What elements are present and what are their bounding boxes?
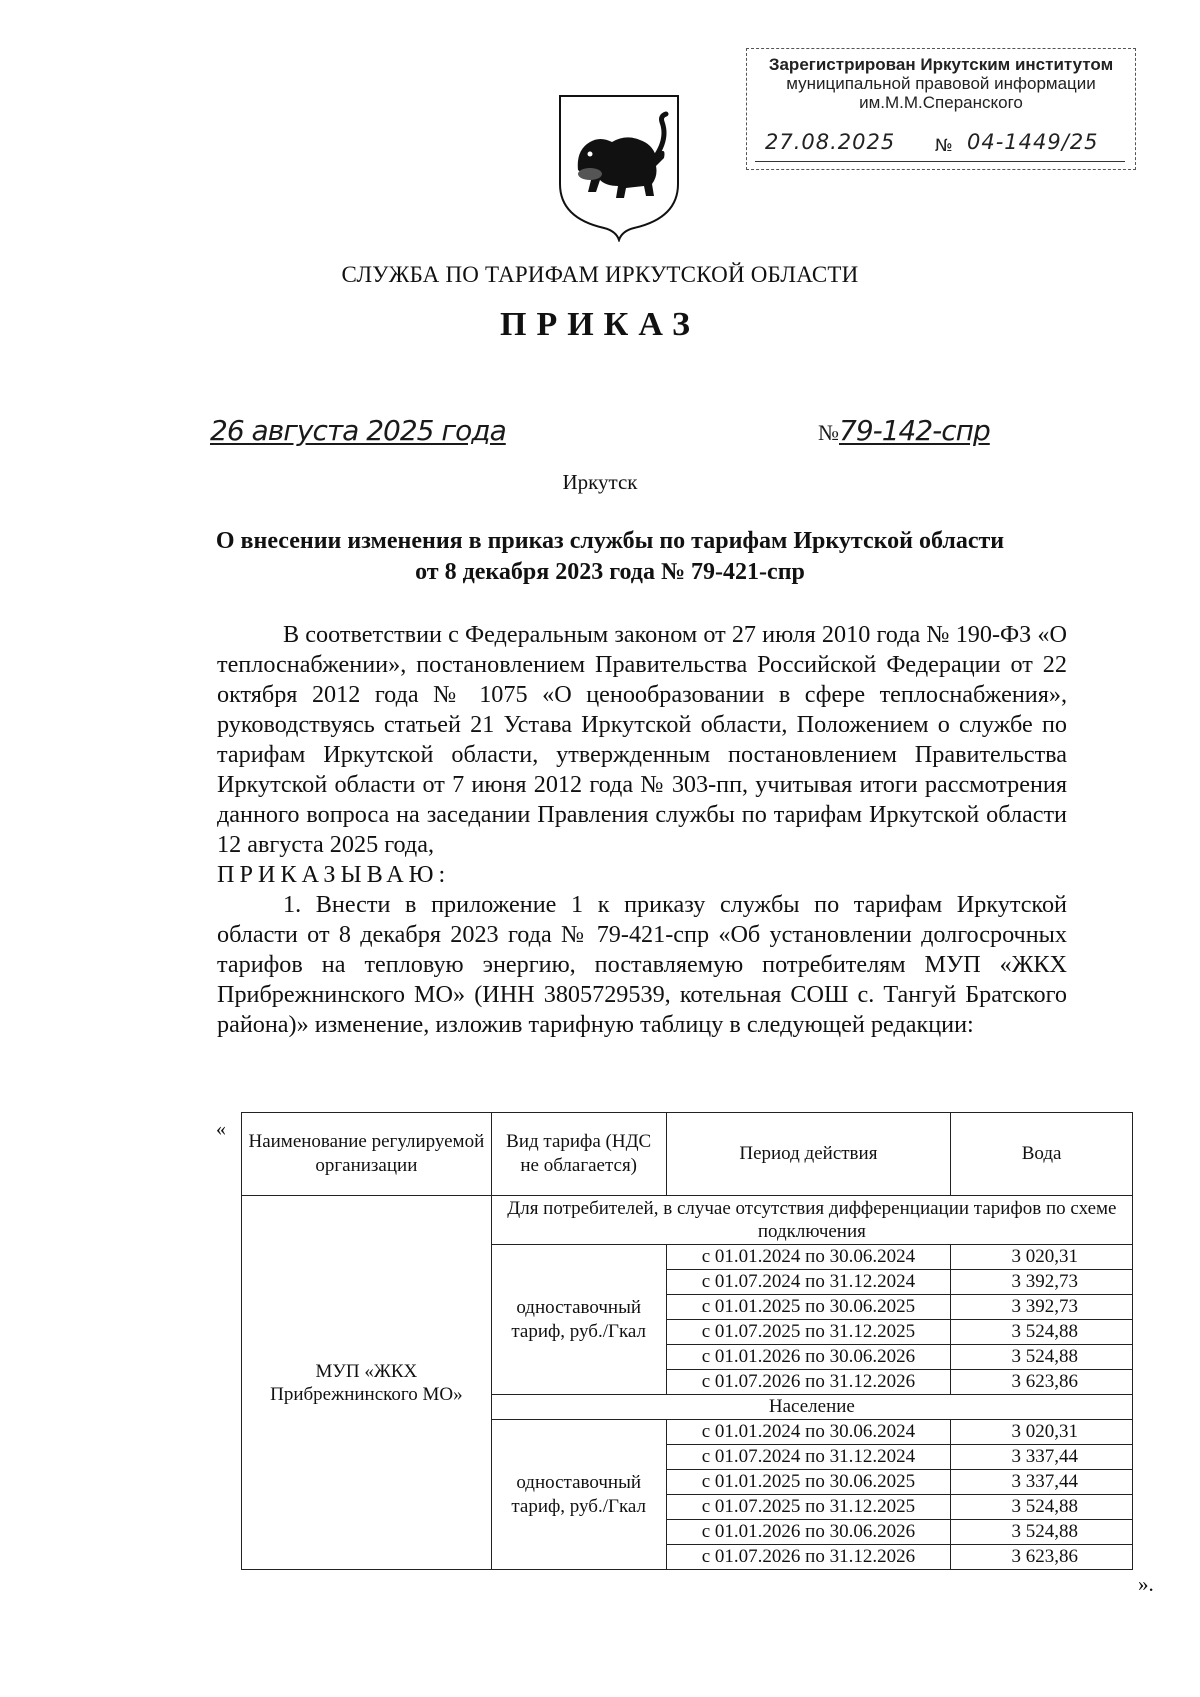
document-number-label: № [818, 420, 839, 445]
value-cell: 3 337,44 [951, 1445, 1133, 1470]
document-type: ПРИКАЗ [500, 306, 700, 343]
period-cell: с 01.01.2024 по 30.06.2024 [666, 1245, 951, 1270]
city: Иркутск [562, 470, 638, 494]
stamp-reg-number: 04-1449/25 [967, 130, 1099, 154]
document-body [217, 620, 1067, 1040]
group-2-title: Население [491, 1395, 1132, 1420]
stamp-line-2: муниципальной правовой информации [786, 74, 1096, 93]
organization-name: СЛУЖБА ПО ТАРИФАМ ИРКУТСКОЙ ОБЛАСТИ [341, 262, 859, 287]
value-cell: 3 020,31 [951, 1245, 1133, 1270]
document-title [160, 526, 1060, 588]
value-cell: 3 524,88 [951, 1495, 1133, 1520]
group-1-tariff-type: одноставочный тариф, руб./Гкал [491, 1245, 666, 1395]
header-tariff-type: Вид тарифа (НДС не облагается) [491, 1113, 666, 1196]
period-cell: с 01.01.2024 по 30.06.2024 [666, 1420, 951, 1445]
value-cell: 3 623,86 [951, 1545, 1133, 1570]
table-quote-close: ». [1138, 1572, 1154, 1596]
organization-cell: МУП «ЖКХ Прибрежнинского МО» [242, 1196, 492, 1570]
registration-stamp [746, 48, 1136, 170]
header-period: Период действия [666, 1113, 951, 1196]
stamp-registration-line [755, 130, 1125, 162]
group-2-tariff-type: одноставочный тариф, руб./Гкал [491, 1420, 666, 1570]
period-cell: с 01.07.2026 по 31.12.2026 [666, 1545, 951, 1570]
value-cell: 3 337,44 [951, 1470, 1133, 1495]
value-cell: 3 524,88 [951, 1520, 1133, 1545]
stamp-reg-number-label: № [935, 136, 953, 156]
preamble-paragraph: В соответствии с Федеральным законом от 27 июля 2010 года № 190-ФЗ «О теплоснабжении», постановлением Правительства Российской Федерации от 22 октября 2012 года № 1075 «О ценообразовании в сфере теплоснабжения», руководствуясь статьей 21 Устава Иркутской области, Положением о службе по тарифам Иркутской области, утвержденным постановлением Правительства Иркутской области от 7 июня 2012 года № 303-пп, учитывая итоги рассмотрения данного вопроса на заседании Правления службы по тарифам Иркутской области 12 августа 2025 года, [217, 621, 1067, 858]
period-cell: с 01.01.2025 по 30.06.2025 [666, 1295, 951, 1320]
value-cell: 3 524,88 [951, 1320, 1133, 1345]
period-cell: с 01.07.2024 по 31.12.2024 [666, 1445, 951, 1470]
value-cell: 3 392,73 [951, 1270, 1133, 1295]
tariff-table [241, 1112, 1133, 1570]
period-cell: с 01.01.2026 по 30.06.2026 [666, 1345, 951, 1370]
item-1-paragraph: 1. Внести в приложение 1 к приказу службы по тарифам Иркутской области от 8 декабря 2023 года № 79-421-спр «Об установлении долгосрочных тарифов на тепловую энергию, поставляемую потребителям МУП «ЖКХ Прибрежнинского МО» (ИНН 3805729539, котельная СОШ с. Тангуй Братского района)» изменение, изложив тарифную таблицу в следующей редакции: [217, 891, 1067, 1038]
period-cell: с 01.01.2025 по 30.06.2025 [666, 1470, 951, 1495]
table-group-row [242, 1196, 1133, 1245]
coat-of-arms-icon [556, 92, 682, 242]
document-date: 26 августа 2025 года [210, 414, 506, 447]
period-cell: с 01.07.2026 по 31.12.2026 [666, 1370, 951, 1395]
period-cell: с 01.07.2025 по 31.12.2025 [666, 1495, 951, 1520]
period-cell: с 01.01.2026 по 30.06.2026 [666, 1520, 951, 1545]
document-number-value: 79-142-спр [839, 414, 990, 447]
value-cell: 3 392,73 [951, 1295, 1133, 1320]
stamp-reg-date: 27.08.2025 [765, 130, 896, 154]
stamp-line-3: им.М.М.Сперанского [859, 93, 1023, 112]
header-water: Вода [951, 1113, 1133, 1196]
table-header-row [242, 1113, 1133, 1196]
group-1-title: Для потребителей, в случае отсутствия дифференциации тарифов по схеме подключения [491, 1196, 1132, 1245]
stamp-line-1: Зарегистрирован Иркутским институтом [768, 55, 1114, 74]
period-cell: с 01.07.2024 по 31.12.2024 [666, 1270, 951, 1295]
value-cell: 3 524,88 [951, 1345, 1133, 1370]
order-word: ПРИКАЗЫВАЮ: [217, 861, 451, 888]
value-cell: 3 623,86 [951, 1370, 1133, 1395]
document-number [818, 414, 990, 447]
title-line-1: О внесении изменения в приказ службы по тарифам Иркутской области [215, 528, 1005, 554]
period-cell: с 01.07.2025 по 31.12.2025 [666, 1320, 951, 1345]
title-line-2: от 8 декабря 2023 года № 79-421-спр [415, 559, 805, 585]
table-quote-open: « [216, 1118, 226, 1140]
header-org: Наименование регулируемой организации [242, 1113, 492, 1196]
value-cell: 3 020,31 [951, 1420, 1133, 1445]
